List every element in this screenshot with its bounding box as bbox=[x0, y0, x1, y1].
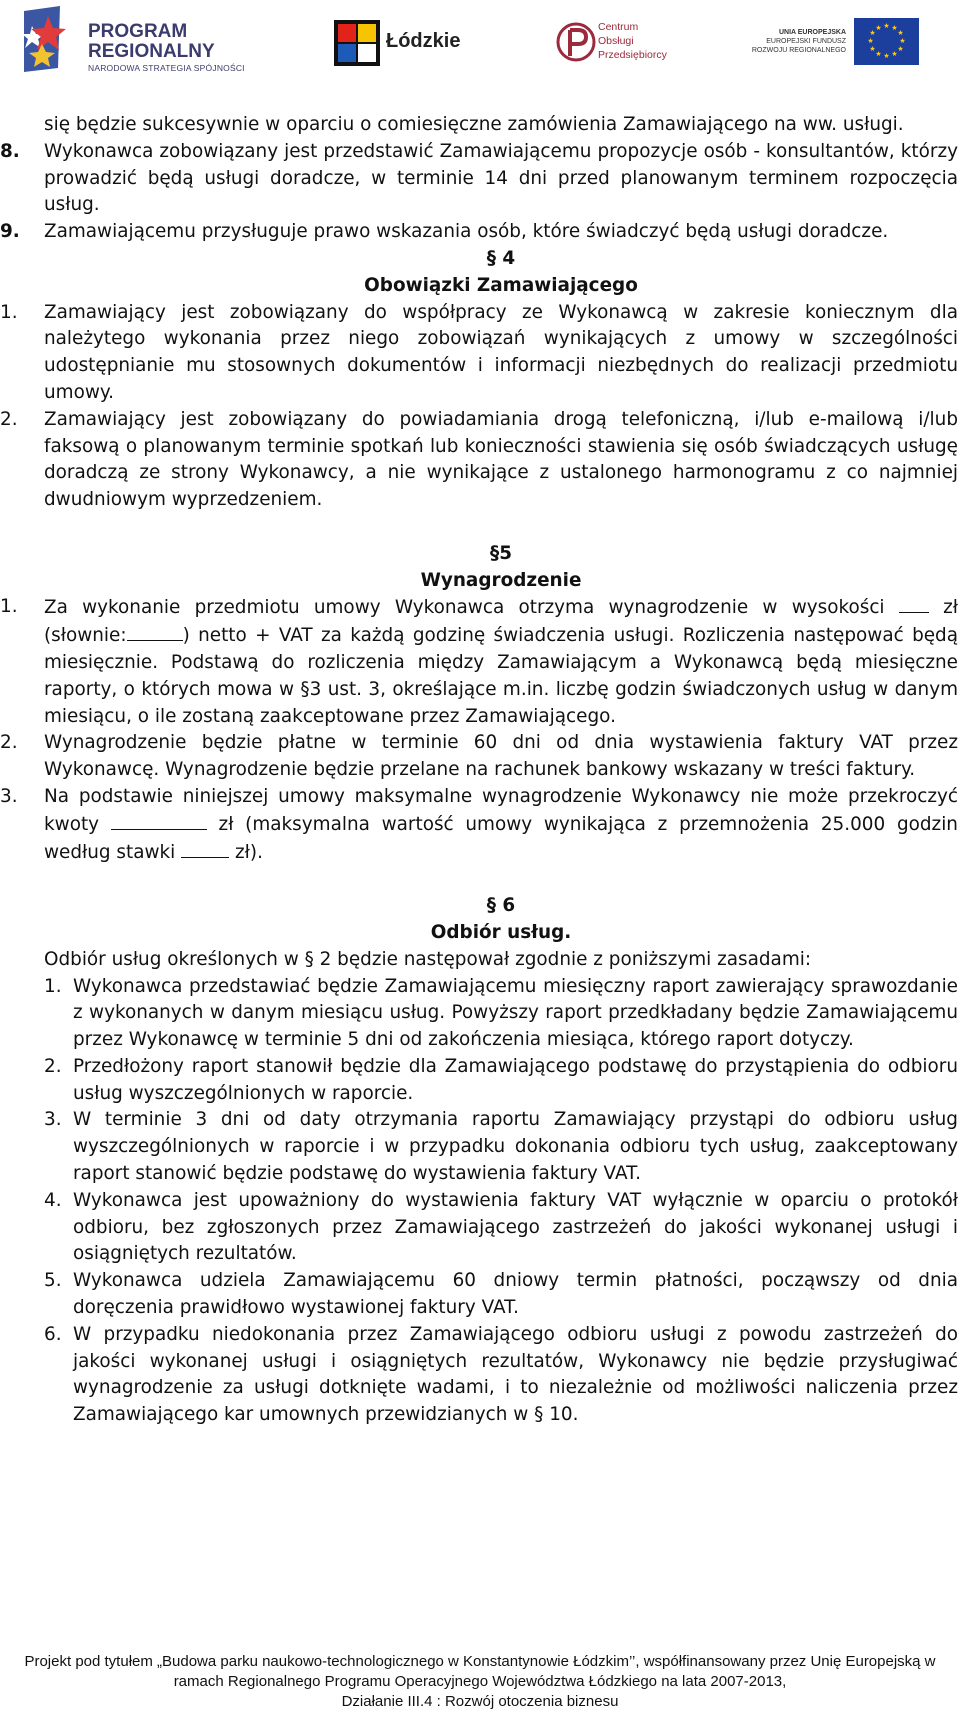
section-6-title: Odbiór usług. bbox=[430, 921, 572, 943]
list-item bbox=[44, 1054, 958, 1108]
list-item-number: 8. bbox=[0, 140, 20, 162]
lodzkie-emblem-icon bbox=[334, 20, 380, 66]
max-amount-blank bbox=[111, 811, 207, 830]
eu-line3: ROZWOJU REGIONALNEGO bbox=[751, 47, 846, 54]
eu-logo-text bbox=[746, 28, 846, 55]
list-item bbox=[0, 784, 958, 866]
list-item-text: Zamawiający jest zobowiązany do współpracy ze Wykonawcą w zakresie koniecznym dla należytego wykonania przez niego zobowiązań wynikających z umowy w szczególności udostępnianie mu stosownych dokumentów i informacji niezbędnych do realizacji przedmiotu umowy. bbox=[44, 301, 958, 403]
centrum-obslugi-emblem-icon bbox=[556, 18, 596, 66]
svg-text:★: ★ bbox=[869, 29, 876, 37]
list-item bbox=[44, 1188, 958, 1268]
eu-logo bbox=[746, 18, 921, 66]
list-item bbox=[44, 1268, 958, 1322]
svg-text:★: ★ bbox=[875, 24, 882, 32]
list-item-text: Wykonawca jest upoważniony do wystawienia faktury VAT wyłącznie w oparciu o protokół odbioru, bez zgłoszonych przez Zamawiającego zastrzeżeń do jakości wykonanej usługi i osiągniętych rezultatów. bbox=[73, 1189, 958, 1265]
intro-continuation: się będzie sukcesywnie w oparciu o comiesięczne zamówienia Zamawiającego na ww. usługi. bbox=[44, 114, 904, 135]
list-item-number: 2. bbox=[44, 1055, 62, 1077]
list-item bbox=[0, 730, 958, 784]
section-6-intro: Odbiór usług określonych w § 2 będzie następował zgodnie z poniższymi zasadami: bbox=[44, 948, 812, 970]
list-item-text-part1: Za wykonanie przedmiotu umowy Wykonawca otrzyma wynagrodzenie w wysokości bbox=[44, 597, 885, 619]
list-item-number: 2. bbox=[0, 732, 18, 754]
section-5-title: Wynagrodzenie bbox=[420, 569, 582, 591]
list-item-text-part2: zł (maksymalna wartość umowy wynikająca z przemnożenia 25.000 godzin według stawki bbox=[44, 813, 958, 863]
centrum-obslugi-text bbox=[598, 20, 667, 62]
list-item bbox=[0, 139, 958, 219]
section-4-number: § 4 bbox=[486, 247, 516, 269]
program-regionalny-emblem-icon bbox=[22, 6, 82, 76]
footer-line2: ramach Regionalnego Programu Operacyjnego Województwa Łódzkiego na lata 2007-2013, bbox=[173, 1673, 787, 1690]
list-item-text: Zamawiający jest zobowiązany do powiadamiania drogą telefoniczną, i/lub e-mailową i/lub faksową o planowanym terminie spotkań lub konieczności stawienia się osób świadczących usługę doradczą ze strony Wykonawcy, a nie wynikające z ustalonego harmonogramu z co najmniej dwudniowym wyprzedzeniem. bbox=[44, 408, 958, 511]
list-item-number: 1. bbox=[0, 301, 18, 323]
list-item-number: 5. bbox=[44, 1270, 62, 1292]
lodzkie-logo-text: Łódzkie bbox=[386, 30, 461, 52]
lodzkie-logo bbox=[334, 20, 484, 66]
list-item bbox=[0, 300, 958, 407]
spacer bbox=[44, 514, 958, 541]
list-item-text: Wykonawca zobowiązany jest przedstawić Zamawiającemu propozycje osób - konsultantów, którzy prowadzić będą usługi doradcze, w terminie 14 dni przed planowanym terminem rozpoczęcia usług. bbox=[44, 140, 958, 216]
program-logo-line1: PROGRAM bbox=[88, 21, 188, 42]
centrum-obslugi-logo bbox=[556, 18, 696, 70]
amount-words-blank bbox=[127, 622, 183, 641]
document-body bbox=[0, 112, 958, 1429]
list-item-number: 1. bbox=[0, 596, 18, 618]
svg-text:★: ★ bbox=[883, 22, 890, 30]
list-item-number: 3. bbox=[44, 1109, 62, 1131]
list-item bbox=[0, 594, 958, 730]
program-regionalny-logo bbox=[22, 6, 252, 76]
list-item-text: W terminie 3 dni od daty otrzymania raportu Zamawiający przystąpi do odbioru usług wyszczególnionych w raporcie i w przypadku dokonania odbioru tych usług, zaakceptowany raport stanowić będzie podstawę do wystawienia faktury VAT. bbox=[73, 1109, 958, 1185]
svg-text:★: ★ bbox=[897, 29, 904, 37]
spacer bbox=[44, 866, 958, 893]
eu-line2: EUROPEJSKI FUNDUSZ bbox=[766, 38, 846, 45]
list-item bbox=[0, 219, 958, 246]
list-item-text-part1: Na podstawie niniejszej umowy maksymalne wynagrodzenie Wykonawcy nie może przekroczyć kwoty bbox=[44, 785, 958, 835]
footer-line3: Działanie III.4 : Rozwój otoczenia biznesu bbox=[341, 1693, 619, 1710]
list-item-text: Przedłożony raport stanowił będzie dla Zamawiającego podstawę do przystąpienia do odbioru usług wyszczególnionych w raporcie. bbox=[73, 1055, 958, 1104]
list-item bbox=[44, 974, 958, 1054]
list-item-text-part3: zł). bbox=[235, 841, 263, 863]
list-item-number: 2. bbox=[0, 408, 18, 430]
svg-text:★: ★ bbox=[869, 45, 876, 53]
list-item-text: Wynagrodzenie będzie płatne w terminie 60 dni od dnia wystawienia faktury VAT przez Wykonawcę. Wynagrodzenie będzie przelane na rachunek bankowy wskazany w treści faktury. bbox=[44, 732, 958, 781]
list-item-text: W przypadku niedokonania przez Zamawiającego odbioru usługi z powodu zastrzeżeń do jakości wykonanej usługi i osiągniętych rezultatów, Wykonawcy nie będzie przysługiwać wynagrodzenie za usługi dotknięte wadami, i to niezależnie od możliwości naliczenia przez Zamawiającego kar umownych przewidzianych w § 10. bbox=[73, 1323, 958, 1426]
svg-text:★: ★ bbox=[875, 50, 882, 58]
svg-text:★: ★ bbox=[867, 37, 874, 45]
section-6-number: § 6 bbox=[486, 895, 516, 917]
amount-blank bbox=[899, 594, 929, 613]
svg-text:★: ★ bbox=[891, 50, 898, 58]
list-item-text: Wykonawca przedstawiać będzie Zamawiającemu miesięczny raport zawierający sprawozdanie z wykonanych w danym miesiącu usług. Powyższy raport przedkładany będzie Zamawiającemu przez Wykonawcę w terminie 5 dni od zakończenia miesiąca, którego raport dotyczy. bbox=[73, 975, 958, 1051]
svg-text:★: ★ bbox=[899, 37, 906, 45]
page-footer bbox=[0, 1652, 960, 1712]
list-item-number: 9. bbox=[0, 221, 20, 243]
svg-text:★: ★ bbox=[883, 52, 890, 60]
section-4-title: Obowiązki Zamawiającego bbox=[364, 274, 638, 296]
list-item-number: 4. bbox=[44, 1189, 62, 1211]
list-item-number: 3. bbox=[0, 785, 18, 807]
footer-line1: Projekt pod tytułem „Budowa parku naukowo-technologicznego w Konstantynowie Łódzkim’’, współfinansowany przez Unię Europejską w bbox=[24, 1653, 936, 1670]
list-item-number: 1. bbox=[44, 975, 62, 997]
cop-line3: Przedsiębiorcy bbox=[598, 49, 667, 61]
program-logo-line2: REGIONALNY bbox=[88, 41, 215, 62]
cop-line2: Obsługi bbox=[598, 35, 634, 47]
list-item-text-part3: ) netto + VAT za każdą godzinę świadczenia usługi. Rozliczenia następować będą miesięcznie. Podstawą do rozliczenia między Zamawiającym a Wykonawcą będą miesięczne raporty, o których mowa w §3 ust. 3, określające m.in. liczbę godzin świadczonych usług w danym miesiącu, o ile zostaną zaakceptowane przez Zamawiającego. bbox=[44, 625, 958, 727]
cop-line1: Centrum bbox=[598, 21, 639, 33]
eu-flag-icon bbox=[854, 18, 919, 65]
list-item-text: Zamawiającemu przysługuje prawo wskazania osób, które świadczyć będą usługi doradcze. bbox=[44, 221, 889, 243]
list-item bbox=[44, 1107, 958, 1187]
header-logos bbox=[0, 0, 960, 85]
list-item bbox=[44, 1322, 958, 1429]
list-item-text: Wykonawca udziela Zamawiającemu 60 dniowy termin płatności, począwszy od dnia doręczenia prawidłowo wystawionej faktury VAT. bbox=[73, 1270, 958, 1319]
list-item-number: 6. bbox=[44, 1323, 62, 1345]
rate-blank bbox=[181, 839, 229, 858]
svg-text:★: ★ bbox=[891, 24, 898, 32]
list-item-text-part2: zł (słownie: bbox=[44, 597, 958, 647]
program-regionalny-text bbox=[88, 22, 245, 74]
program-logo-line3: NARODOWA STRATEGIA SPÓJNOŚCI bbox=[88, 63, 245, 73]
list-item bbox=[0, 407, 958, 514]
section-5-number: §5 bbox=[490, 542, 512, 564]
eu-line1: UNIA EUROPEJSKA bbox=[778, 29, 846, 36]
svg-text:★: ★ bbox=[897, 45, 904, 53]
